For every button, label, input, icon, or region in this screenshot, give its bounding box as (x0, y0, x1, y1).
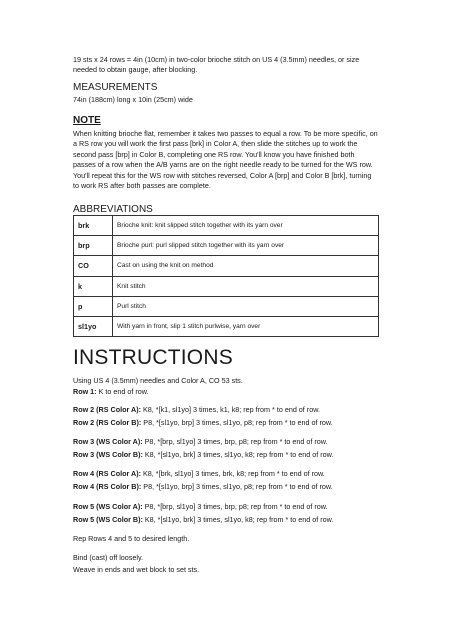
table-row (74, 256, 379, 276)
row-label: Row 4 (RS Color B): (73, 482, 142, 491)
row-label: Row 2 (RS Color B): (73, 418, 142, 427)
abbreviation-term: sl1yo (74, 316, 113, 336)
row-text: P8, *[brp, sl1yo] 3 times, brp, p8; rep from * to end of row. (142, 502, 328, 511)
row-label: Row 3 (WS Color A): (73, 437, 143, 446)
abbreviation-definition: Cast on using the knit on method (113, 256, 379, 276)
row-label: Row 3 (WS Color B): (73, 450, 143, 459)
row-text: K8, *[sl1yo, brk] 3 times, sl1yo, k8; rep from * to end of row. (142, 450, 334, 459)
row-text: K8, *[sl1yo, brk] 3 times, sl1yo, k8; rep from * to end of row. (142, 515, 334, 524)
measurements-heading: MEASUREMENTS (73, 82, 158, 93)
table-row (74, 296, 379, 316)
table-row (74, 216, 379, 236)
note-heading: NOTE (73, 115, 101, 126)
row-label: Row 4 (RS Color A): (73, 469, 142, 478)
row-2a-instruction (73, 405, 320, 415)
row-text: P8, *[brp, sl1yo] 3 times, brp, p8; rep from * to end of row. (142, 437, 328, 446)
abbreviation-definition: Knit stitch (113, 276, 379, 296)
abbreviations-heading: ABBREVIATIONS (73, 204, 153, 215)
row-4a-instruction (73, 469, 325, 479)
row-label: Row 5 (WS Color A): (73, 502, 143, 511)
row-3a-instruction (73, 437, 328, 447)
row-text: P8, *[sl1yo, brp] 3 times, sl1yo, p8; rep from * to end of row. (141, 482, 333, 491)
bind-off-instruction: Bind (cast) off loosely. (73, 553, 144, 562)
row-label: Row 5 (WS Color B): (73, 515, 143, 524)
row-3b-instruction (73, 450, 333, 460)
table-row (74, 276, 379, 296)
abbreviation-definition: Brioche knit: knit slipped stitch together with its yarn over (113, 216, 379, 236)
row-1-instruction (73, 387, 149, 397)
measurements-value: 74in (188cm) long x 10in (25cm) wide (73, 95, 193, 104)
abbreviation-term: brp (74, 236, 113, 256)
row-text: K to end of row. (96, 387, 149, 396)
row-label: Row 1: (73, 387, 97, 396)
instructions-heading: INSTRUCTIONS (73, 346, 233, 369)
row-5a-instruction (73, 502, 328, 512)
table-row (74, 316, 379, 336)
row-4b-instruction (73, 482, 333, 492)
abbreviation-term: brk (74, 216, 113, 236)
row-5b-instruction (73, 515, 333, 525)
row-text: P8, *[sl1yo, brp] 3 times, sl1yo, p8; rep from * to end of row. (141, 418, 333, 427)
row-label: Row 2 (RS Color A): (73, 405, 142, 414)
abbreviation-definition: Brioche purl: purl slipped stitch together with its yarn over (113, 236, 379, 256)
abbreviation-term: p (74, 296, 113, 316)
row-text: K8, *[brk, sl1yo] 3 times, brk, k8; rep from * to end of row. (141, 469, 325, 478)
repeat-instruction: Rep Rows 4 and 5 to desired length. (73, 534, 190, 543)
gauge-paragraph: 19 sts x 24 rows = 4in (10cm) in two-color brioche stitch on US 4 (3.5mm) needles, or size needed to obtain gauge, after blocking. (73, 55, 360, 75)
abbreviation-term: k (74, 276, 113, 296)
note-paragraph: When knitting brioche flat, remember it takes two passes to equal a row. To be more specific, on a RS row you will work the first pass [brk] in Color A, then slide the stitches up to work the second pass [brp] in Color B, completing one RS row. You'll know you have finished both passes of a row when the A/B yarns are on the right needle ready to be turned for the WS row. You'll repeat this for the WS row with stitches reversed, Color A [brp] and Color B [brk], turning to work RS after both passes are complete. (73, 129, 378, 191)
row-text: K8, *[k1, sl1yo] 3 times, k1, k8; rep from * to end of row. (141, 405, 320, 414)
abbreviation-term: CO (74, 256, 113, 276)
abbreviations-table (73, 215, 379, 337)
row-2b-instruction (73, 418, 333, 428)
table-row (74, 236, 379, 256)
finishing-instruction: Weave in ends and wet block to set sts. (73, 565, 200, 574)
abbreviation-definition: With yarn in front, slip 1 stitch purlwise, yarn over (113, 316, 379, 336)
instructions-intro: Using US 4 (3.5mm) needles and Color A, CO 53 sts. (73, 376, 243, 385)
abbreviation-definition: Purl stitch (113, 296, 379, 316)
